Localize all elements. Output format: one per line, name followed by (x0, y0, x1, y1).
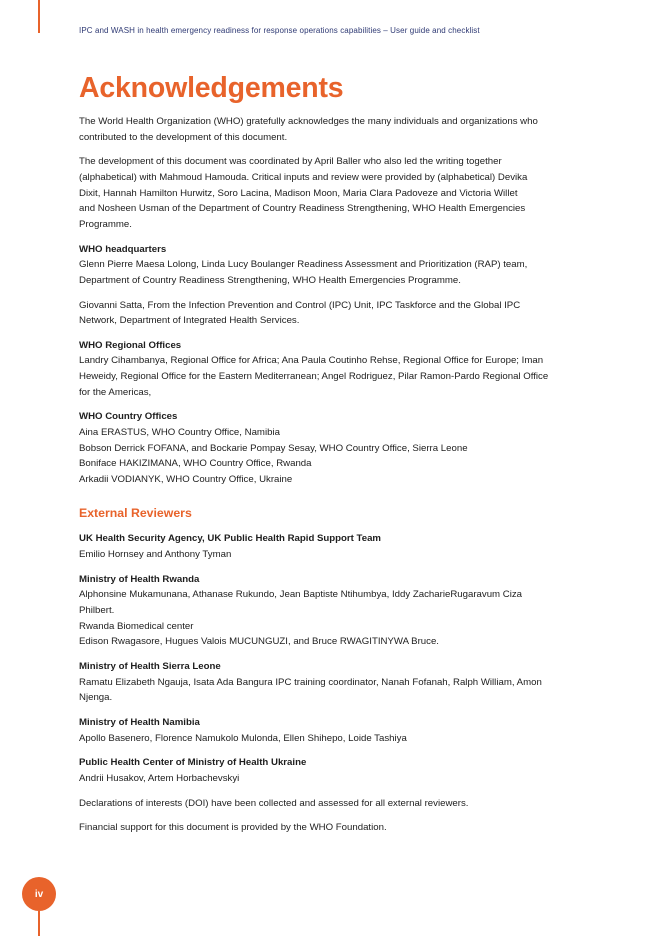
page-number-badge (22, 877, 56, 911)
text-line: Edison Rwagasore, Hugues Valois MUCUNGUZI, and Bruce RWAGITINYWA Bruce. (79, 636, 439, 648)
text-line: Network, Department of Integrated Health Services. (79, 315, 300, 327)
text-line: Ramatu Elizabeth Ngauja, Isata Ada Bangura IPC training coordinator, Nanah Fofanah, Ralph William, Amon (79, 676, 542, 688)
external-reviewers-title: External Reviewers (79, 506, 192, 521)
who-country-block (79, 409, 579, 487)
text-line: Philbert. (79, 604, 115, 616)
text-line: Department of Country Readiness Strengthening, WHO Health Emergencies Programme. (79, 274, 461, 286)
top-accent-rule (38, 0, 40, 33)
bottom-accent-rule (38, 911, 40, 936)
text-line: Alphonsine Mukamunana, Athanase Rukundo, Jean Baptiste Ntihumbya, Iddy ZacharieRugaravum Ciza (79, 589, 523, 601)
uk-hsa-block (79, 531, 579, 562)
who-regional-block (79, 338, 579, 400)
section-heading: WHO Country Offices (79, 411, 178, 423)
text-line: Glenn Pierre Maesa Lolong, Linda Lucy Boulanger Readiness Assessment and Prioritization (RAP) team, (79, 259, 528, 271)
section-heading: UK Health Security Agency, UK Public Health Rapid Support Team (79, 533, 381, 545)
text-line: (alphabetical) with Mahmoud Hamouda. Critical inputs and review were provided by (alphabetical) Devika (79, 171, 528, 183)
text-line: Aina ERASTUS, WHO Country Office, Namibia (79, 427, 280, 439)
text-line: Giovanni Satta, From the Infection Prevention and Control (IPC) Unit, IPC Taskforce and the Global IPC (79, 299, 521, 311)
page-number: iv (34, 888, 44, 900)
intro-paragraph-2 (79, 154, 579, 232)
doi-statement (79, 796, 579, 812)
text-line: The development of this document was coordinated by April Baller who also led the writing together (79, 156, 502, 168)
text-line: contributed to the development of this document. (79, 131, 288, 143)
text-line: Landry Cihambanya, Regional Office for Africa; Ana Paula Coutinho Rehse, Regional Office for Europe; Iman (79, 355, 544, 367)
text-line: Njenga. (79, 692, 113, 704)
page-content (79, 72, 579, 845)
text-line: Emilio Hornsey and Anthony Tyman (79, 549, 232, 560)
moh-rwanda-block (79, 572, 579, 650)
text-line: and Nosheen Usman of the Department of Country Readiness Strengthening, WHO Health Emergencies (79, 203, 526, 215)
text-line: The World Health Organization (WHO) gratefully acknowledges the many individuals and organizations who (79, 116, 538, 127)
intro-paragraph-1 (79, 114, 579, 145)
section-heading: Ministry of Health Sierra Leone (79, 660, 221, 672)
text-line: Programme. (79, 218, 132, 230)
text-line: for the Americas, (79, 386, 152, 398)
text-line: Bobson Derrick FOFANA, and Bockarie Pompay Sesay, WHO Country Office, Sierra Leone (79, 442, 468, 454)
section-heading: Public Health Center of Ministry of Health Ukraine (79, 757, 307, 769)
text-line: Boniface HAKIZIMANA, WHO Country Office, Rwanda (79, 458, 312, 470)
section-heading: Ministry of Health Rwanda (79, 573, 200, 585)
moh-sierra-leone-block (79, 659, 579, 706)
who-hq-ipc-paragraph (79, 298, 579, 329)
section-heading: WHO headquarters (79, 243, 167, 255)
running-header: IPC and WASH in health emergency readiness for response operations capabilities – User guide and checklist (79, 26, 480, 35)
page-title: Acknowledgements (79, 72, 344, 104)
text-line: Andrii Husakov, Artem Horbachevskyi (79, 772, 240, 784)
text-line: Rwanda Biomedical center (79, 620, 194, 632)
who-hq-block (79, 242, 579, 289)
text-line: Financial support for this document is provided by the WHO Foundation. (79, 822, 387, 834)
section-heading: Ministry of Health Namibia (79, 716, 200, 728)
text-line: Apollo Basenero, Florence Namukolo Mulonda, Ellen Shihepo, Loide Tashiya (79, 732, 407, 744)
financial-support-statement (79, 820, 579, 836)
text-line: Dixit, Hannah Hamilton Hurwitz, Soro Lacina, Madison Moon, Maria Clara Padoveze and Victoria Willet (79, 187, 518, 199)
phc-ukraine-block (79, 755, 579, 786)
text-line: Heweidy, Regional Office for the Eastern Mediterranean; Angel Rodriguez, Pilar Ramon-Pardo Regional Office (79, 371, 549, 383)
moh-namibia-block (79, 715, 579, 746)
text-line: Arkadii VODIANYK, WHO Country Office, Ukraine (79, 473, 293, 485)
text-line: Declarations of interests (DOI) have been collected and assessed for all external reviewers. (79, 797, 469, 809)
section-heading: WHO Regional Offices (79, 339, 182, 351)
